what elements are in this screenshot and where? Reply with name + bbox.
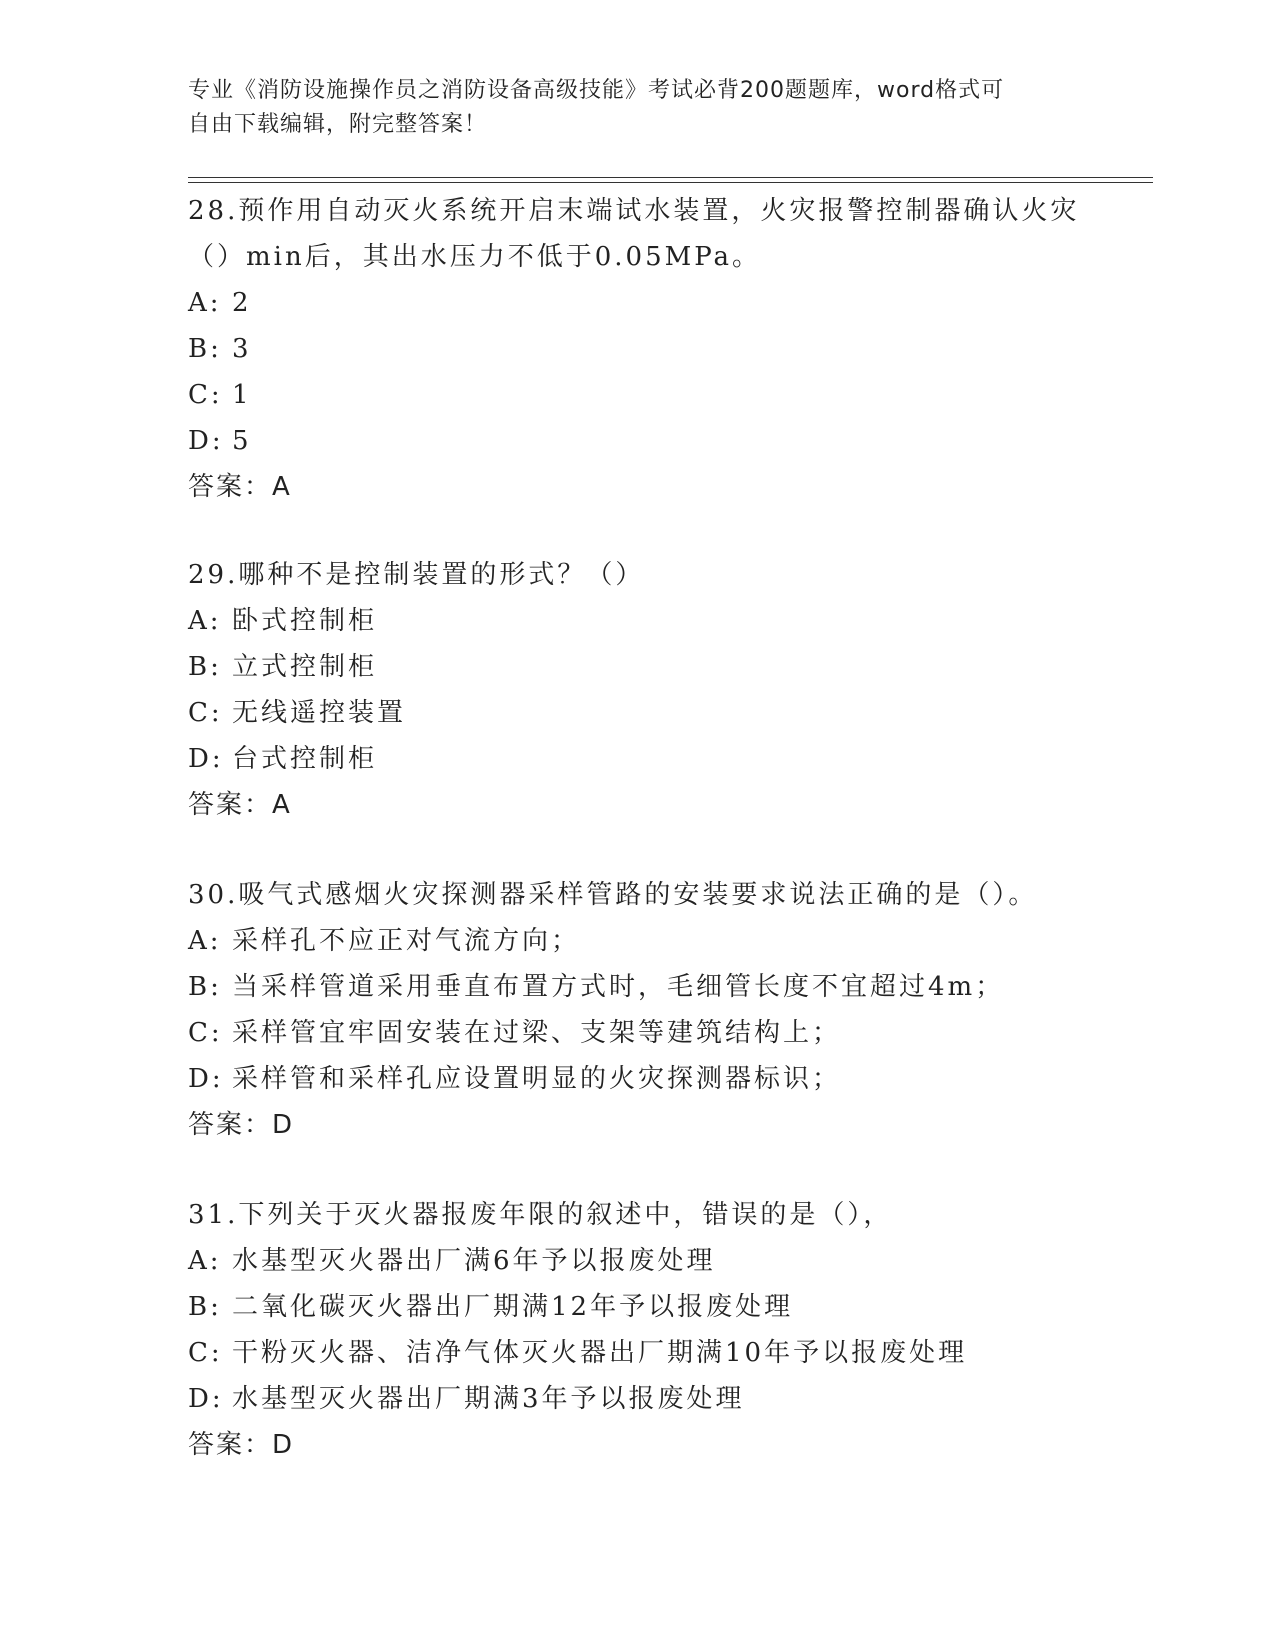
option-text: 无线遥控装置 <box>232 698 407 728</box>
option-text: 当采样管道采用垂直布置方式时，毛细管长度不宜超过4m； <box>232 972 1005 1002</box>
option-label: D: <box>188 1384 224 1414</box>
option-b <box>188 326 1108 372</box>
option-text: 采样管宜牢固安装在过梁、支架等建筑结构上； <box>232 1018 842 1048</box>
question-30 <box>188 872 1108 1148</box>
option-c <box>188 1010 1108 1056</box>
option-label: D: <box>188 1064 224 1094</box>
option-text: 卧式控制柜 <box>232 606 378 636</box>
option-c <box>188 372 1108 418</box>
option-text: 干粉灭火器、洁净气体灭火器出厂期满10年予以报废处理 <box>232 1338 968 1368</box>
option-label: C: <box>188 698 223 728</box>
option-c <box>188 1330 1108 1376</box>
question-text: 31.下列关于灭火器报废年限的叙述中，错误的是（）， <box>188 1200 893 1230</box>
option-c <box>188 690 1108 736</box>
option-text: 5 <box>232 426 252 456</box>
option-label: D: <box>188 744 224 774</box>
option-label: B: <box>188 1292 222 1322</box>
option-text: 水基型灭火器出厂满6年予以报废处理 <box>232 1246 716 1276</box>
option-label: B: <box>188 652 222 682</box>
header-divider-bottom <box>188 182 1153 183</box>
option-label: B: <box>188 972 222 1002</box>
option-text: 2 <box>232 288 252 318</box>
option-label: C: <box>188 1338 223 1368</box>
header-divider-top <box>188 177 1153 178</box>
header-line-1: 专业《消防设施操作员之消防设备高级技能》考试必背200题题库，word格式可 <box>188 78 1005 103</box>
option-a <box>188 918 1108 964</box>
option-text: 水基型灭火器出厂期满3年予以报废处理 <box>232 1384 745 1414</box>
option-b <box>188 964 1108 1010</box>
option-label: A: <box>188 926 222 956</box>
answer: 答案：D <box>188 1110 295 1140</box>
option-text: 台式控制柜 <box>232 744 378 774</box>
option-label: A: <box>188 288 222 318</box>
option-label: A: <box>188 606 222 636</box>
option-d <box>188 1056 1108 1102</box>
question-text: 30.吸气式感烟火灾探测器采样管路的安装要求说法正确的是（）。 <box>188 880 1038 910</box>
option-text: 立式控制柜 <box>232 652 378 682</box>
question-31 <box>188 1192 1108 1468</box>
option-a <box>188 598 1108 644</box>
option-text: 采样孔不应正对气流方向； <box>232 926 581 956</box>
option-label: A: <box>188 1246 222 1276</box>
option-label: C: <box>188 380 223 410</box>
document-header <box>188 74 1088 142</box>
answer: 答案：D <box>188 1430 295 1460</box>
option-b <box>188 1284 1108 1330</box>
option-label: D: <box>188 426 224 456</box>
option-b <box>188 644 1108 690</box>
option-label: B: <box>188 334 222 364</box>
question-28 <box>188 188 1108 510</box>
option-text: 1 <box>232 380 252 410</box>
question-29 <box>188 552 1108 828</box>
option-d <box>188 736 1108 782</box>
question-text: 29.哪种不是控制装置的形式？（） <box>188 560 645 590</box>
option-a <box>188 1238 1108 1284</box>
option-d <box>188 418 1108 464</box>
header-line-2: 自由下载编辑，附完整答案！ <box>188 112 488 137</box>
answer: 答案：A <box>188 472 292 502</box>
option-text: 采样管和采样孔应设置明显的火灾探测器标识； <box>232 1064 842 1094</box>
option-a <box>188 280 1108 326</box>
option-text: 3 <box>232 334 252 364</box>
option-d <box>188 1376 1108 1422</box>
option-text: 二氧化碳灭火器出厂期满12年予以报废处理 <box>232 1292 794 1322</box>
question-text-continued: （）min后，其出水压力不低于0.05MPa。 <box>188 242 762 272</box>
answer: 答案：A <box>188 790 292 820</box>
question-text: 28.预作用自动灭火系统开启末端试水装置，火灾报警控制器确认火灾 <box>188 196 1080 226</box>
option-label: C: <box>188 1018 223 1048</box>
